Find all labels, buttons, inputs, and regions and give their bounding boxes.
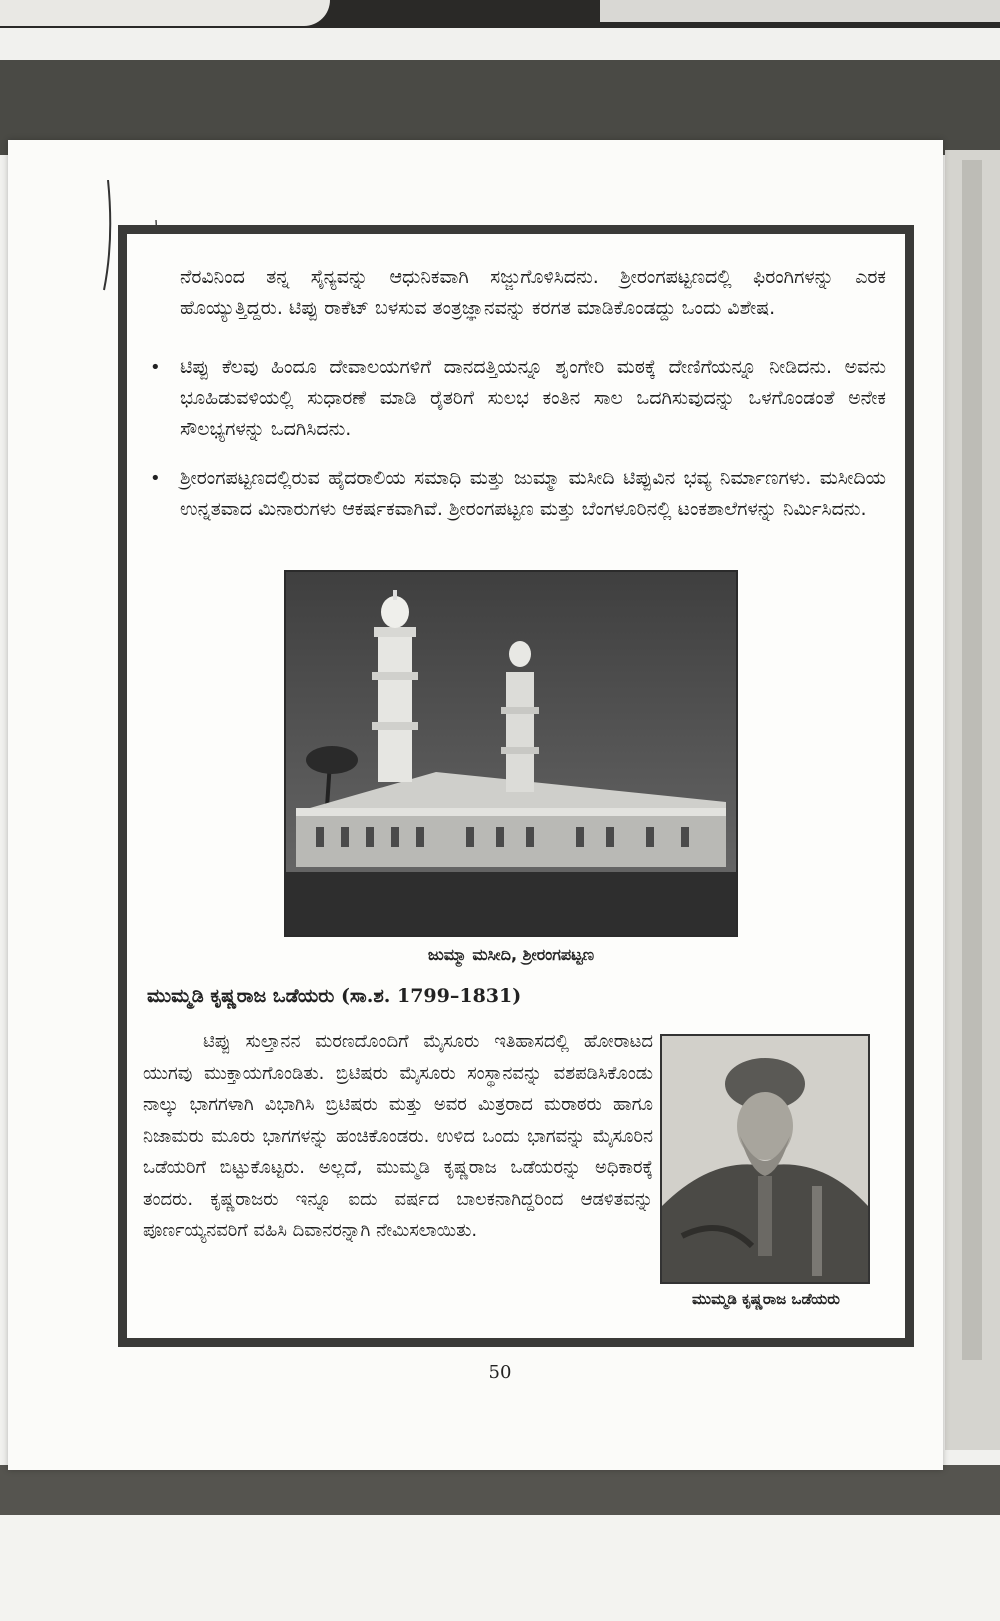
portrait-caption: ಮುಮ್ಮಡಿ ಕೃಷ್ಣರಾಜ ಒಡೆಯರು	[692, 1290, 840, 1308]
section-heading: ಮುಮ್ಮಡಿ ಕೃಷ್ಣರಾಜ ಒಡೆಯರು (ಸಾ.ಶ. 1799–1831)	[147, 985, 522, 1007]
portrait-image	[662, 1036, 868, 1282]
bullet-item	[150, 463, 886, 525]
paper-below	[0, 1515, 1000, 1621]
jumma-masjid-photo	[284, 570, 738, 937]
paper-under-right	[600, 0, 1000, 22]
bullet-text: ಶ್ರೀರಂಗಪಟ್ಟಣದಲ್ಲಿರುವ ಹೈದರಾಲಿಯ ಸಮಾಧಿ ಮತ್ತು ಜುಮ್ಮಾ ಮಸೀದಿ ಟಿಪ್ಪುವಿನ ಭವ್ಯ ನಿರ್ಮಾಣಗಳು. ಮಸೀದಿಯ ಉನ್ನತವಾದ ಮಿನಾರುಗಳು ಆಕರ್ಷಕವಾಗಿವೆ. ಶ್ರೀರಂಗಪಟ್ಟಣ ಮತ್ತು ಬೆಂಗಳೂರಿನಲ್ಲಿ ಟಂಕಶಾಲೆಗಳನ್ನು ನಿರ್ಮಿಸಿದನು.	[180, 467, 886, 520]
bullet-text: ಟಿಪ್ಪು ಕೆಲವು ಹಿಂದೂ ದೇವಾಲಯಗಳಿಗೆ ದಾನದತ್ತಿಯನ್ನೂ ಶೃಂಗೇರಿ ಮಠಕ್ಕೆ ದೇಣಿಗೆಯನ್ನೂ ನೀಡಿದನು. ಅವನು ಭೂಹಿಡುವಳಿಯಲ್ಲಿ ಸುಧಾರಣೆ ಮಾಡಿ ರೈತರಿಗೆ ಸುಲಭ ಕಂತಿನ ಸಾಲ ಒದಗಿಸುವುದನ್ನು ಒಳಗೊಂಡಂತೆ ಅನೇಕ ಸೌಲಭ್ಯಗಳನ್ನು ಒದಗಿಸಿದನು.	[180, 356, 886, 440]
krishnaraja-portrait	[660, 1034, 870, 1284]
bullet-icon: •	[150, 468, 161, 489]
paper-under	[0, 0, 330, 26]
mosque-image	[286, 572, 736, 935]
photo-caption: ಜುಮ್ಮಾ ಮಸೀದಿ, ಶ್ರೀರಂಗಪಟ್ಟಣ	[427, 945, 595, 964]
bullet-icon: •	[150, 357, 161, 378]
page-edge-inner	[962, 160, 982, 1360]
section-paragraph: ಟಿಪ್ಪು ಸುಲ್ತಾನನ ಮರಣದೊಂದಿಗೆ ಮೈಸೂರು ಇತಿಹಾಸದಲ್ಲಿ ಹೋರಾಟದ ಯುಗವು ಮುಕ್ತಾಯಗೊಂಡಿತು. ಬ್ರಿಟಿಷರು ಮೈಸೂರು ಸಂಸ್ಥಾನವನ್ನು ವಶಪಡಿಸಿಕೊಂಡು ನಾಲ್ಕು ಭಾಗಗಳಾಗಿ ವಿಭಾಗಿಸಿ ಬ್ರಿಟಿಷರು ಮತ್ತು ಅವರ ಮಿತ್ರರಾದ ಮರಾಠರು ಹಾಗೂ ನಿಜಾಮರು ಮೂರು ಭಾಗಗಳನ್ನು ಹಂಚಿಕೊಂಡರು. ಉಳಿದ ಒಂದು ಭಾಗವನ್ನು ಮೈಸೂರಿನ ಒಡೆಯರಿಗೆ ಬಿಟ್ಟುಕೊಟ್ಟರು. ಅಲ್ಲದೆ, ಮುಮ್ಮಡಿ ಕೃಷ್ಣರಾಜ ಒಡೆಯರನ್ನು ಅಧಿಕಾರಕ್ಕೆ ತಂದರು. ಕೃಷ್ಣರಾಜರು ಇನ್ನೂ ಐದು ವರ್ಷದ ಬಾಲಕನಾಗಿದ್ದರಿಂದ ಆಡಳಿತವನ್ನು ಪೂರ್ಣಯ್ಯನವರಿಗೆ ವಹಿಸಿ ದಿವಾನರನ್ನಾಗಿ ನೇಮಿಸಲಾಯಿತು.	[143, 1031, 653, 1241]
paragraph-top: ನೆರವಿನಿಂದ ತನ್ನ ಸೈನ್ಯವನ್ನು ಆಧುನಿಕವಾಗಿ ಸಜ್ಜುಗೊಳಿಸಿದನು. ಶ್ರೀರಂಗಪಟ್ಟಣದಲ್ಲಿ ಫಿರಂಗಿಗಳನ್ನು ಎರಕ ಹೊಯ್ಯುತ್ತಿದ್ದರು. ಟಿಪ್ಪು ರಾಕೆಟ್ ಬಳಸುವ ತಂತ್ರಜ್ಞಾನವನ್ನು ಕರಗತ ಮಾಡಿಕೊಂಡದ್ದು ಒಂದು ವಿಶೇಷ.	[180, 266, 886, 319]
book-bottom-shadow	[0, 1465, 1000, 1520]
bullet-item	[150, 352, 886, 445]
page-number: 50	[488, 1362, 512, 1383]
